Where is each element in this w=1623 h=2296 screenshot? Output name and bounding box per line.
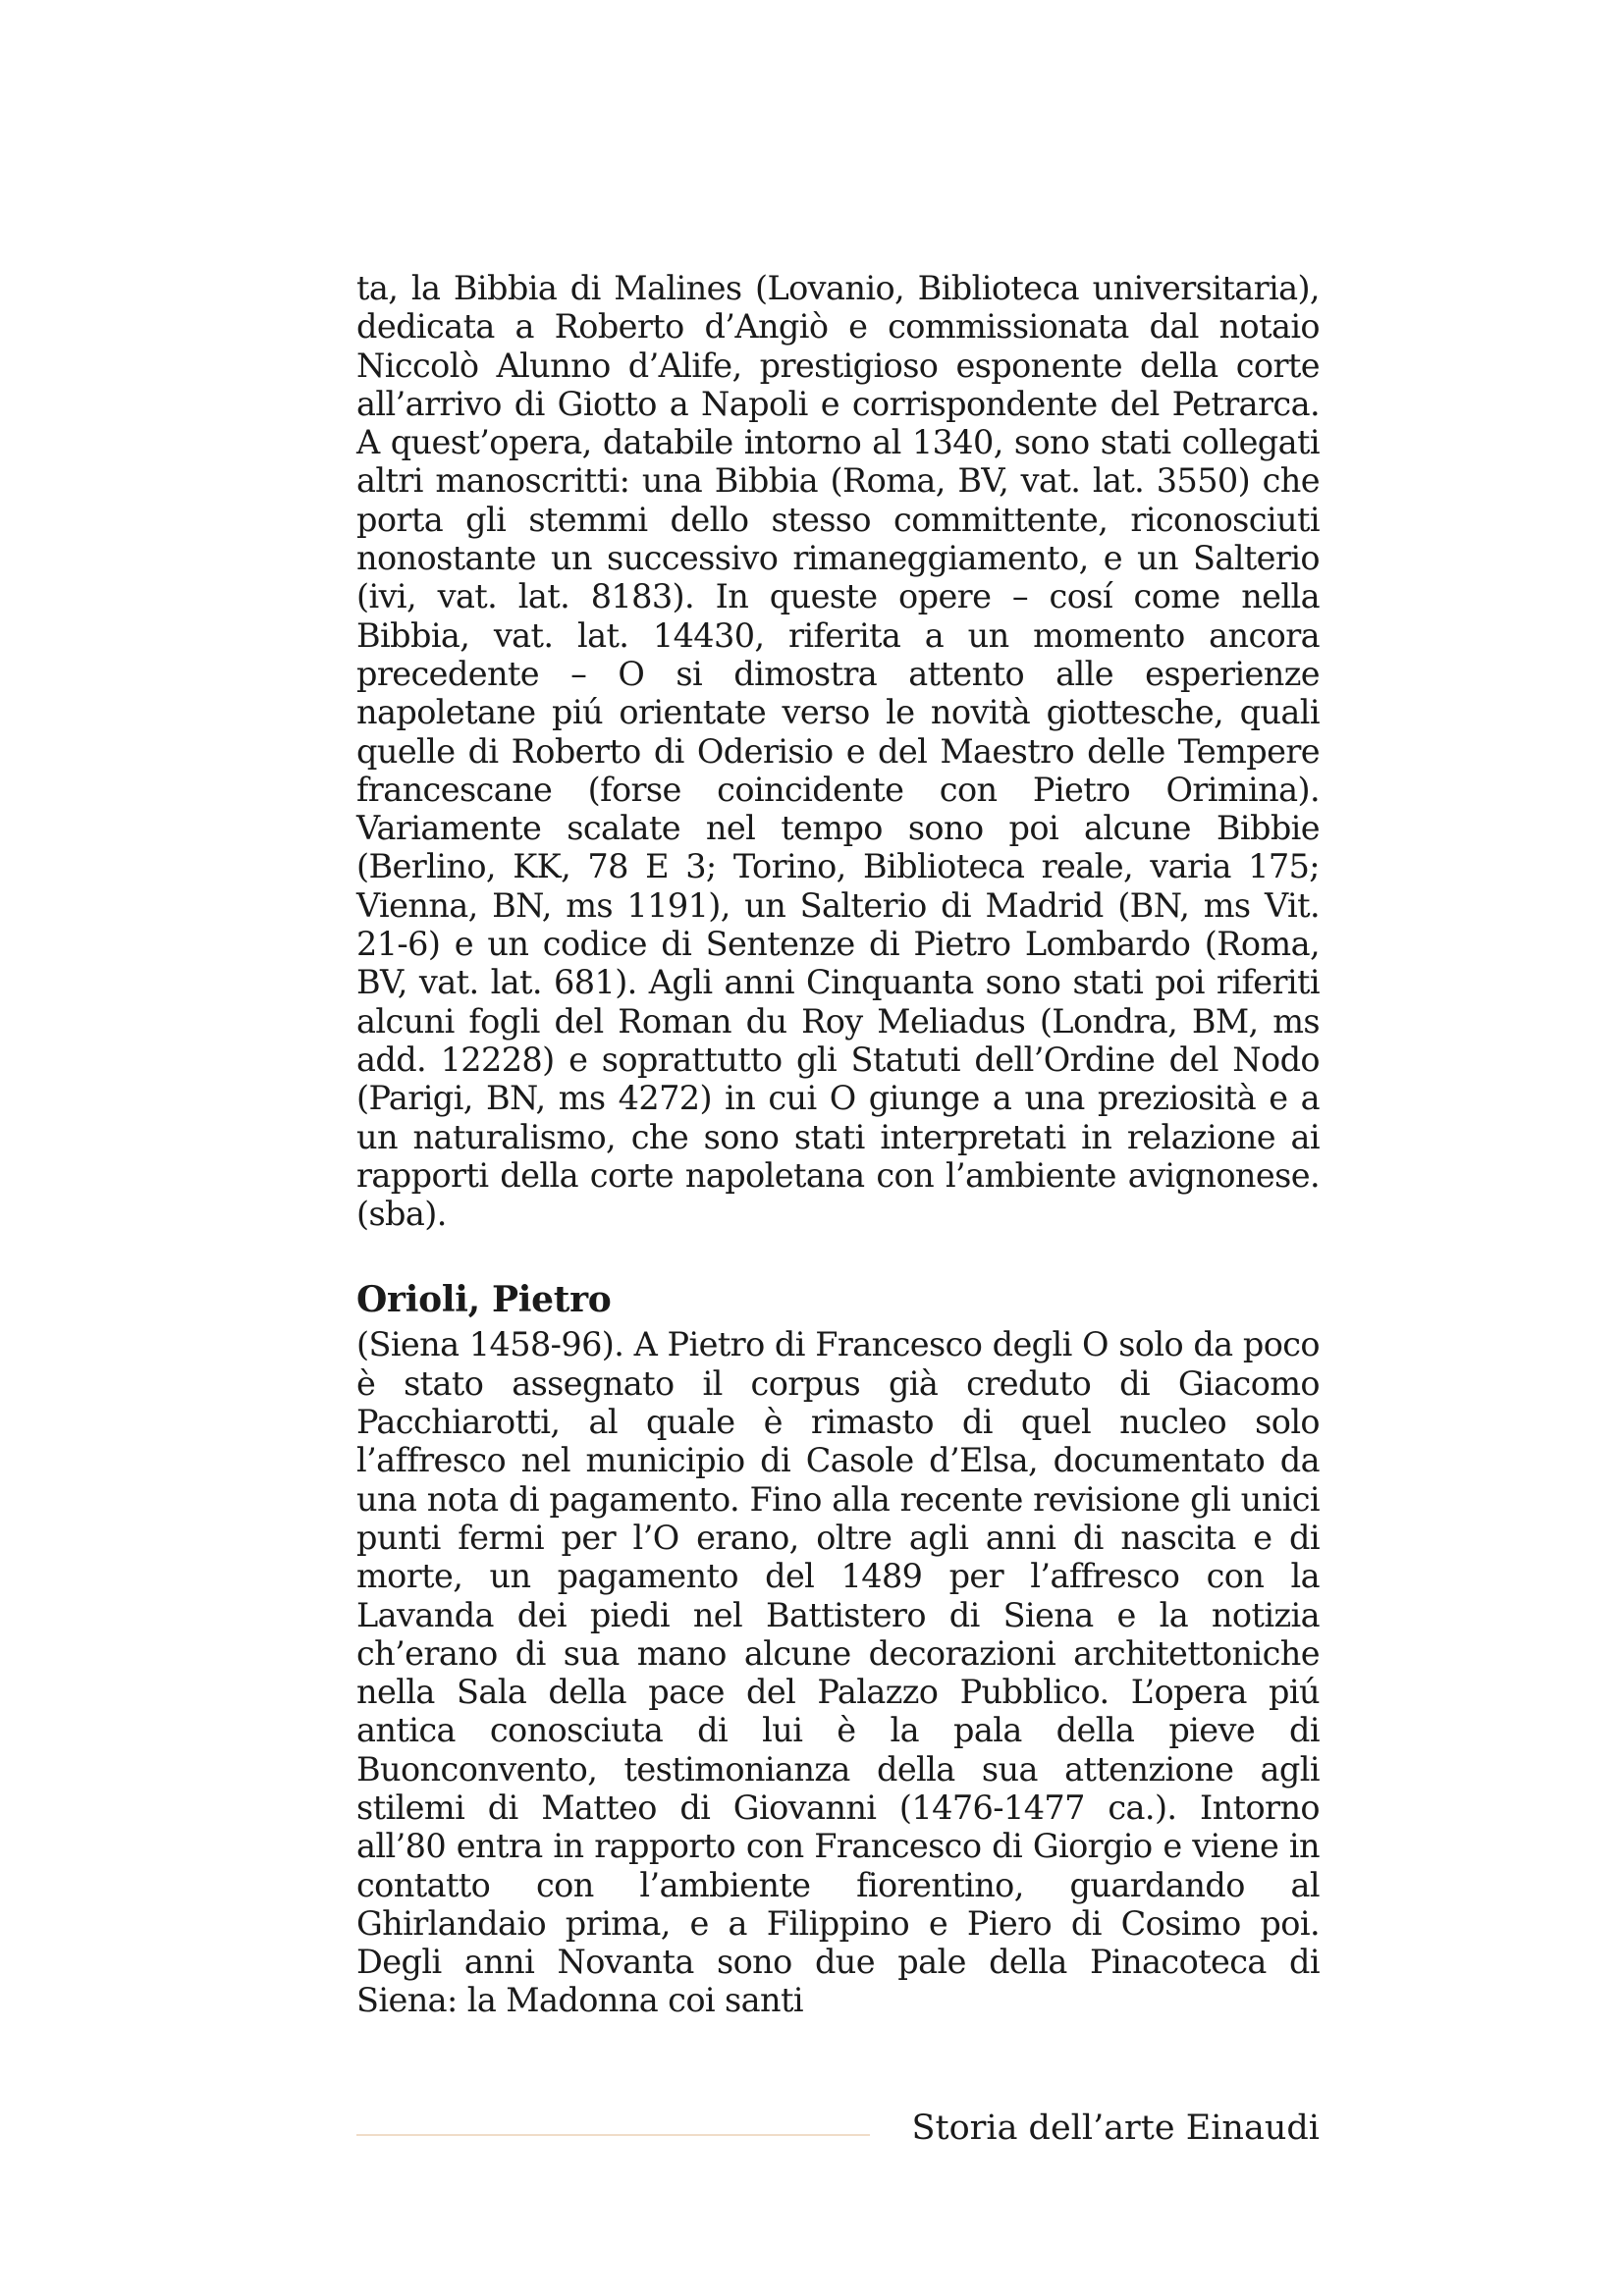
entry-title: Orioli, Pietro	[356, 1279, 612, 1321]
entry-paragraph: (Siena 1458-96). A Pietro di Francesco degli O solo da poco è stato assegnato il corpus già creduto di Giacomo Pacchiarotti, al quale è rimasto di quel nucleo solo l’affresco nel municipio di Casole d’Elsa, documentato da una nota di pagamento. Fino alla recente revisione gli unici punti fermi per l’O erano, oltre agli anni di nascita e di morte, un pagamento del 1489 per l’affresco con la Lavanda dei piedi nel Battistero di Siena e la notizia ch’erano di sua mano alcune decorazioni architettoniche nella Sala della pace del Palazzo Pubblico. L’opera piú antica conosciuta di lui è la pala della pieve di Buonconvento, testimonianza della sua attenzione agli stilemi di Matteo di Giovanni (1476-1477 ca.). Intorno all’80 entra in rapporto con Francesco di Giorgio e viene in contatto con l’ambiente fiorentino, guardando al Ghirlandaio prima, e a Filippino e Piero di Cosimo poi. Degli anni Novanta sono due pale della Pinacoteca di Siena: la Madonna coi santi	[356, 1325, 1320, 2020]
page-body	[356, 269, 1320, 2020]
page-footer	[356, 2109, 1320, 2158]
footer-title: Storia dell’arte Einaudi	[911, 2109, 1320, 2148]
entry-continuation-paragraph: ta, la Bibbia di Malines (Lovanio, Biblioteca universitaria), dedicata a Roberto d’Angiò e commissionata dal notaio Niccolò Alunno d’Alife, prestigioso esponente della corte all’arrivo di Giotto a Napoli e corrispondente del Petrarca. A quest’opera, databile intorno al 1340, sono stati collegati altri manoscritti: una Bibbia (Roma, BV, vat. lat. 3550) che porta gli stemmi dello stesso committente, riconosciuti nonostante un successivo rimaneggiamento, e un Salterio (ivi, vat. lat. 8183). In queste opere – cosí come nella Bibbia, vat. lat. 14430, riferita a un momento ancora precedente – O si dimostra attento alle esperienze napoletane piú orientate verso le novità giottesche, quali quelle di Roberto di Oderisio e del Maestro delle Tempere francescane (forse coincidente con Pietro Orimina). Variamente scalate nel tempo sono poi alcune Bibbie (Berlino, KK, 78 E 3; Torino, Biblioteca reale, varia 175; Vienna, BN, ms 1191), un Salterio di Madrid (BN, ms Vit. 21-6) e un codice di Sentenze di Pietro Lombardo (Roma, BV, vat. lat. 681). Agli anni Cinquanta sono stati poi riferiti alcuni fogli del Roman du Roy Meliadus (Londra, BM, ms add. 12228) e soprattutto gli Statuti dell’Ordine del Nodo (Parigi, BN, ms 4272) in cui O giunge a una preziosità e a un naturalismo, che sono stati interpretati in relazione ai rapporti della corte napoletana con l’ambiente avignonese. (sba).	[356, 269, 1320, 1234]
footer-rule	[356, 2134, 870, 2136]
